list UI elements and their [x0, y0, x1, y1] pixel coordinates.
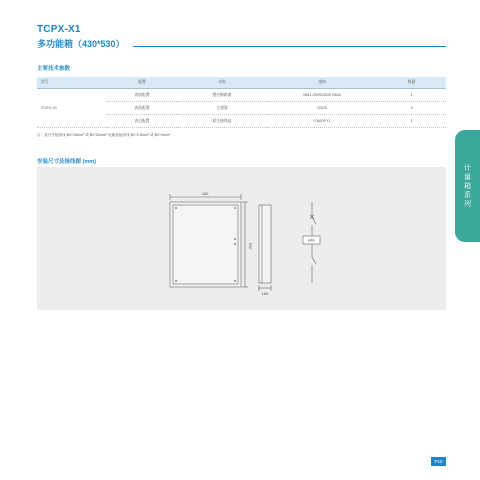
- qty-cell: 1: [377, 115, 446, 128]
- product-model-title: TCPX-X1: [37, 24, 81, 35]
- col-header-model: 型号: [37, 77, 107, 89]
- title-rule: [133, 46, 446, 47]
- spec-table-header-row: [37, 77, 446, 89]
- col-header-name: 名称: [177, 77, 267, 89]
- config-cell: 表后配置: [107, 115, 177, 128]
- product-subtitle: 多功能箱（430*530）: [37, 39, 125, 49]
- side-tab-char: 计: [464, 164, 471, 172]
- spec-note: 注：其开关接线线 BV*16mm² 或 BV*25mm² 电能表接线线 BV*2.5mm² 或 BV*4mm²: [37, 133, 170, 137]
- col-header-config: 配置: [107, 77, 177, 89]
- install-section-heading: 安装尺寸及接线图 (mm): [37, 159, 96, 165]
- spec-cell: NM1-250S/3300 250A: [267, 89, 377, 102]
- dim-depth-label: 165: [261, 291, 269, 296]
- config-cell: 表前配置: [107, 89, 177, 102]
- side-tab-char: 系: [464, 191, 471, 199]
- spec-section-heading: 主要技术参数: [37, 66, 71, 72]
- qty-cell: 1: [377, 89, 446, 102]
- spec-table: [37, 77, 446, 128]
- spec-cell: FJ6/DFY1: [267, 115, 377, 128]
- wiring-diagram: [303, 202, 320, 283]
- col-header-spec: 规格: [267, 77, 377, 89]
- page-number: P10: [431, 457, 446, 466]
- spec-cell: 200/5: [267, 102, 377, 115]
- dim-height-label: 530: [248, 242, 253, 250]
- side-tab-char: 箱: [464, 182, 471, 190]
- catalog-side-tab: [455, 130, 480, 242]
- installation-diagram: [37, 167, 446, 310]
- side-tab-char: 列: [464, 200, 471, 208]
- name-cell: 互感器: [177, 102, 267, 115]
- config-cell: 表前配置: [107, 102, 177, 115]
- col-header-qty: 数量: [377, 77, 446, 89]
- front-view: [170, 194, 248, 287]
- qty-cell: 3: [377, 102, 446, 115]
- kwh-meter-label: kWh: [308, 238, 315, 243]
- name-cell: 联合接线盒: [177, 115, 267, 128]
- installation-diagram-panel: [37, 167, 446, 310]
- name-cell: 塑壳断路器: [177, 89, 267, 102]
- dim-width-label: 430: [201, 191, 209, 196]
- model-cell: TCPX-X1: [37, 89, 107, 128]
- side-view: [259, 205, 271, 291]
- table-row: [37, 89, 446, 102]
- side-tab-char: 量: [464, 173, 471, 181]
